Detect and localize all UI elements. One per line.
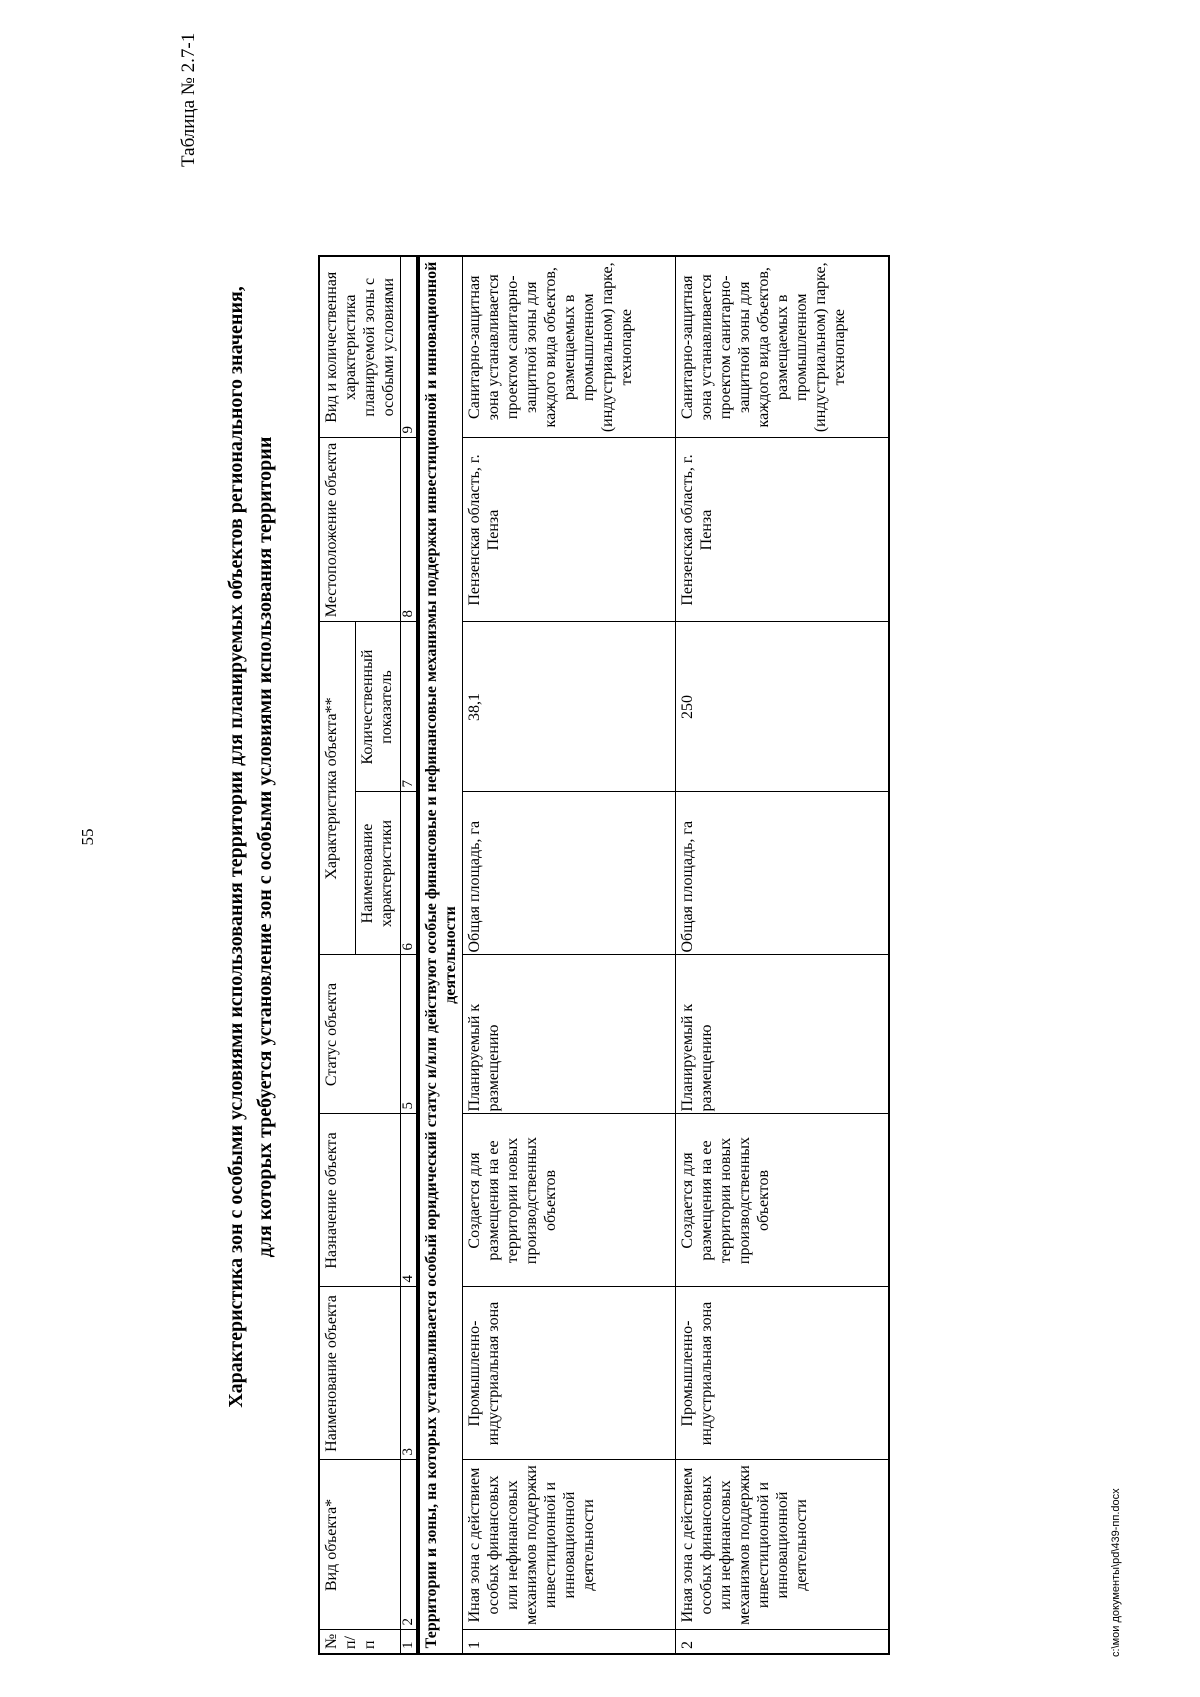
col-num-3: 3	[401, 1287, 418, 1460]
page-number: 55	[78, 828, 97, 846]
row-num: 1	[463, 1630, 676, 1654]
header-purpose: Назначение объекта	[319, 1114, 401, 1287]
row-zone: Санитарно-защитная зона устанавливается проектом санитарно-защитной зоны для каждого вида объектов, размещаемых в промышленном (индустриальном) парке, технопарке	[676, 256, 890, 438]
header-char-name: Наименование характеристики	[356, 792, 401, 955]
row-char-name: Общая площадь, га	[676, 792, 890, 955]
col-num-4: 4	[401, 1114, 418, 1287]
col-num-9: 9	[401, 256, 418, 438]
title-line-1: Характеристика зон с особыми условиями использования территории для планируемых объектов регионального значения,	[225, 286, 247, 1408]
col-num-2: 2	[401, 1460, 418, 1630]
row-zone: Санитарно-защитная зона устанавливается проектом санитарно-защитной зоны для каждого вида объектов, размещаемых в промышленном (индустриальном) парке, технопарке	[463, 256, 676, 438]
table-body	[418, 255, 890, 1655]
col-num-1: 1	[401, 1630, 418, 1654]
row-location: Пензенская область, г. Пенза	[463, 438, 676, 622]
header-location: Местоположение объекта	[319, 438, 401, 622]
table-number: Таблица № 2.7-1	[178, 32, 199, 167]
row-name: Промышленно-индустриальная зона	[676, 1287, 890, 1460]
row-purpose: Создается для размещения на ее территории новых производственных объектов	[463, 1114, 676, 1287]
header-num: № п/п	[319, 1630, 401, 1654]
row-num: 2	[676, 1630, 890, 1654]
header-vid: Вид объекта*	[319, 1460, 401, 1630]
row-char-value: 250	[676, 622, 890, 792]
col-num-5: 5	[401, 955, 418, 1114]
header-char-value: Количественный показатель	[356, 622, 401, 792]
document-title	[222, 87, 280, 1607]
table-row	[676, 256, 890, 1654]
header-char-group: Характеристика объекта**	[319, 622, 356, 955]
table-row	[463, 256, 676, 1654]
header-status: Статус объекта	[319, 955, 401, 1114]
row-status: Планируемый к размещению	[676, 955, 890, 1114]
header-zone: Вид и количественная характеристика планируемой зоны с особыми условиями	[319, 256, 401, 438]
row-char-name: Общая площадь, га	[463, 792, 676, 955]
section-title: Территории и зоны, на которых устанавливается особый юридический статус и/или действуют особые финансовые и нефинансовые механизмы поддержки инвестиционной и инновационной деятельности	[419, 256, 463, 1654]
row-vid: Иная зона с действием особых финансовых или нефинансовых механизмов поддержки инвестиционной и инновационной деятельности	[676, 1460, 890, 1630]
header-name: Наименование объекта	[319, 1287, 401, 1460]
table-header	[318, 255, 418, 1655]
footer-file-path: c:\мои документы\pd\439-пп.docx	[1110, 1488, 1122, 1657]
col-num-8: 8	[401, 438, 418, 622]
row-status: Планируемый к размещению	[463, 955, 676, 1114]
row-purpose: Создается для размещения на ее территории новых производственных объектов	[676, 1114, 890, 1287]
col-num-7: 7	[401, 622, 418, 792]
row-name: Промышленно-индустриальная зона	[463, 1287, 676, 1460]
row-vid: Иная зона с действием особых финансовых или нефинансовых механизмов поддержки инвестиционной и инновационной деятельности	[463, 1460, 676, 1630]
title-line-2: для которых требуется установление зон с особыми условиями использования территории	[254, 436, 276, 1258]
row-char-value: 38,1	[463, 622, 676, 792]
row-location: Пензенская область, г. Пенза	[676, 438, 890, 622]
col-num-6: 6	[401, 792, 418, 955]
